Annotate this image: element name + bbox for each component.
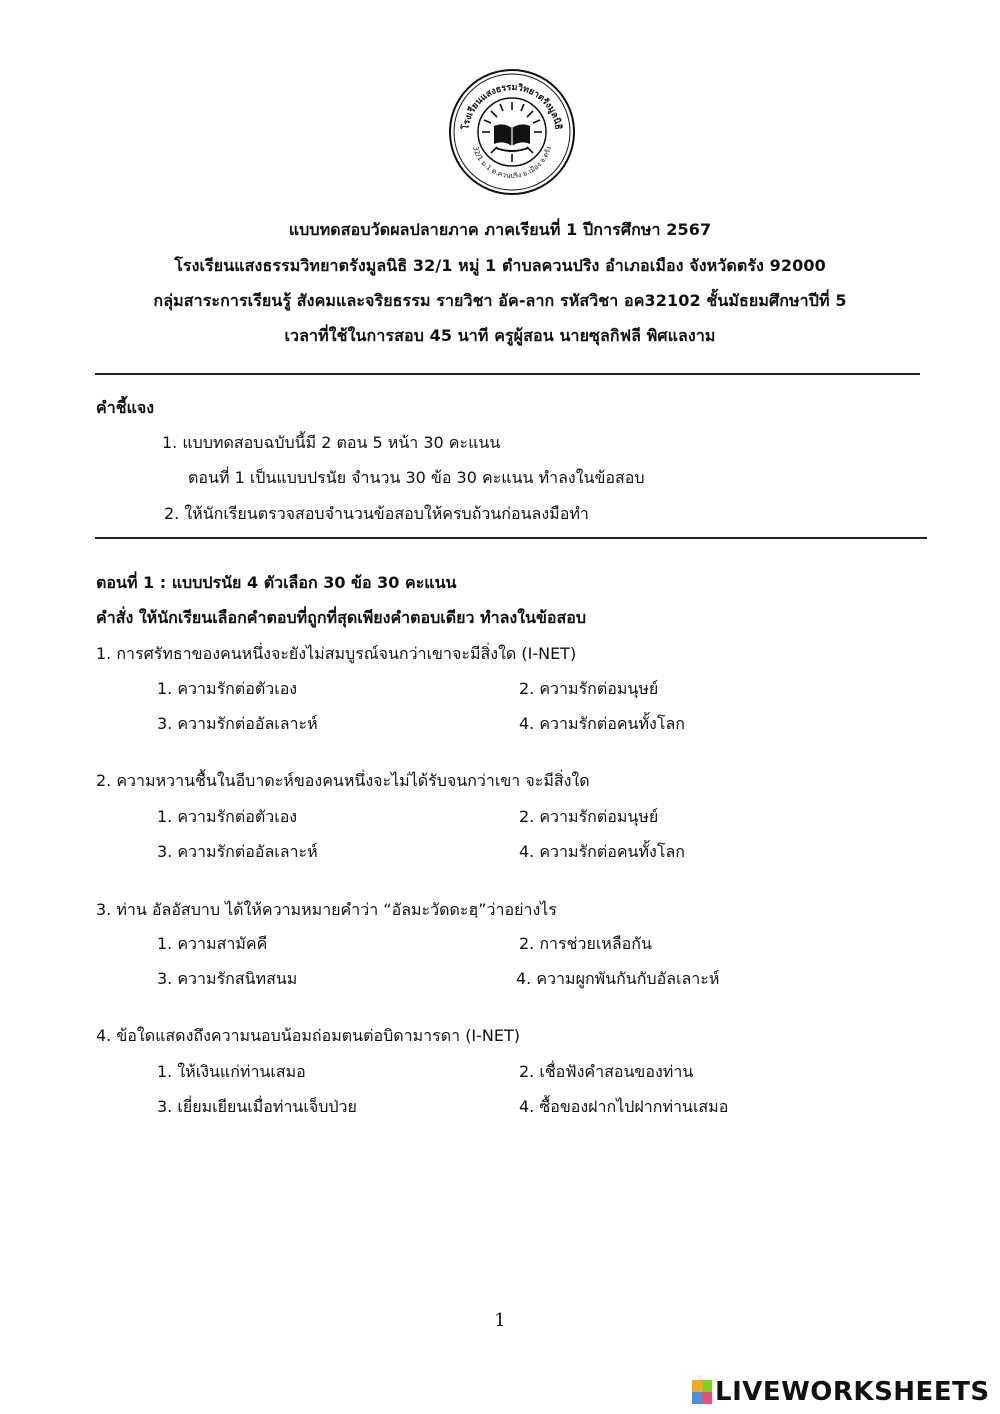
page-number: 1 [494,1310,506,1331]
divider [95,537,927,539]
liveworksheets-brand [692,1376,990,1408]
q1-option-4[interactable]: 4. ความรักต่อคนทั้งโลก [519,714,685,733]
liveworksheets-logo-icon [692,1380,712,1404]
seal-text-top: โรงเรียนแสงธรรมวิทยาตรังมูลนิธิ [461,82,563,131]
school-seal-icon [448,68,576,196]
question-1: 1. การศรัทธาของคนหนึ่งจะยังไม่สมบูรณ์จนกว่าเขาจะมีสิ่งใด (I-NET) [96,644,577,663]
seal-text-bottom: 32/1 ม.1 ต.ควนปริง อ.เมือง จ.ตรัง [471,145,553,181]
q3-option-2[interactable]: 2. การช่วยเหลือกัน [519,934,652,953]
q3-option-1[interactable]: 1. ความสามัคคี [157,934,268,953]
divider [95,373,920,375]
brand-name: LIVEWORKSHEETS [715,1377,990,1407]
school-address: โรงเรียนแสงธรรมวิทยาตรังมูลนิธิ 32/1 หมู่ 1 ตำบลควนปริง อำเภอเมือง จังหวัดตรัง 92000 [174,256,826,275]
q1-option-2[interactable]: 2. ความรักต่อมนุษย์ [519,679,659,698]
q4-option-3[interactable]: 3. เยี่ยมเยียนเมื่อท่านเจ็บป่วย [157,1097,357,1116]
q3-option-3[interactable]: 3. ความรักสนิทสนม [157,969,298,988]
q4-option-4[interactable]: 4. ซื้อของฝากไปฝากท่านเสมอ [519,1097,729,1116]
instruction-item-2: 2. ให้นักเรียนตรวจสอบจำนวนข้อสอบให้ครบถ้วนก่อนลงมือทำ [164,504,589,523]
q2-option-1[interactable]: 1. ความรักต่อตัวเอง [157,807,298,826]
q2-option-4[interactable]: 4. ความรักต่อคนทั้งโลก [519,842,685,861]
q4-option-1[interactable]: 1. ให้เงินแก่ท่านเสมอ [157,1062,306,1081]
q2-option-2[interactable]: 2. ความรักต่อมนุษย์ [519,807,659,826]
question-2: 2. ความหวานชื้นในอีบาดะห์ของคนหนึ่งจะไม่ได้รับจนกว่าเขา จะมีสิ่งใด [96,771,590,790]
instruction-item-1: 1. แบบทดสอบฉบับนี้มี 2 ตอน 5 หน้า 30 คะแนน [162,433,501,452]
instructions-title: คำชี้แจง [96,398,155,417]
instruction-item-1-sub: ตอนที่ 1 เป็นแบบปรนัย จำนวน 30 ข้อ 30 คะแนน ทำลงในข้อสอบ [188,468,645,487]
q1-option-3[interactable]: 3. ความรักต่ออัลเลาะห์ [157,714,318,733]
exam-time-teacher: เวลาที่ใช้ในการสอบ 45 นาที ครูผู้สอน นายซุลกิฟลี พิศแลงาม [284,326,716,345]
q1-option-1[interactable]: 1. ความรักต่อตัวเอง [157,679,298,698]
question-3: 3. ท่าน อัลอัสบาบ ได้ให้ความหมายคำว่า “อัลมะวัดดะฮฺ”ว่าอย่างไร [96,900,557,919]
part1-directive: คำสั่ง ให้นักเรียนเลือกคำตอบที่ถูกที่สุดเพียงคำตอบเดียว ทำลงในข้อสอบ [96,608,587,627]
q3-option-4[interactable]: 4. ความผูกพันกันกับอัลเลาะห์ [516,969,720,988]
q2-option-3[interactable]: 3. ความรักต่ออัลเลาะห์ [157,842,318,861]
subject-info: กลุ่มสาระการเรียนรู้ สังคมและจริยธรรม รายวิชา อัค-ลาก รหัสวิชา อค32102 ชั้นมัธยมศึกษาปีที่ 5 [153,291,847,310]
exam-title: แบบทดสอบวัดผลปลายภาค ภาคเรียนที่ 1 ปีการศึกษา 2567 [288,220,712,239]
question-4: 4. ข้อใดแสดงถึงความนอบน้อมถ่อมตนต่อบิดามารดา (I-NET) [96,1026,521,1045]
part1-title: ตอนที่ 1 : แบบปรนัย 4 ตัวเลือก 30 ข้อ 30 คะแนน [96,573,457,592]
q4-option-2[interactable]: 2. เชื่อฟังคำสอนของท่าน [519,1062,694,1081]
